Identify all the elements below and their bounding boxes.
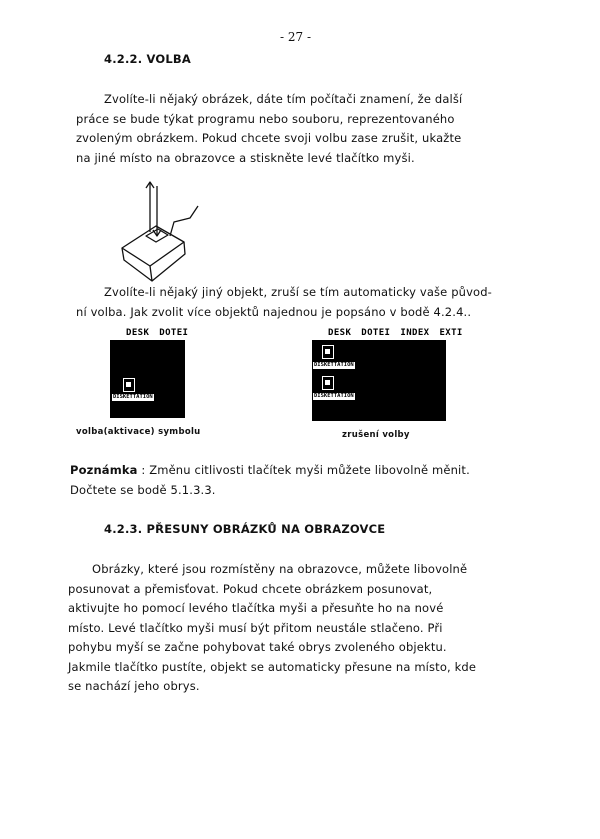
mouse-icon <box>112 178 212 290</box>
menu-desk: DESK <box>126 328 150 338</box>
menu-exti: EXTI <box>439 328 463 338</box>
text-line: Zvolíte-li nějaký jiný objekt, zruší se tím automaticky vaše původ- <box>104 285 492 299</box>
paragraph-presuny <box>68 560 528 697</box>
paragraph-volba-1 <box>76 90 528 168</box>
text-line: Zvolíte-li nějaký obrázek, dáte tím počítači znamení, že další <box>104 92 463 106</box>
text-line: Obrázky, které jsou rozmístěny na obrazovce, můžete libovolně <box>92 562 468 576</box>
note-label: Poznámka <box>70 463 138 477</box>
paragraph-volba-2 <box>76 283 538 322</box>
disk-icon <box>123 378 135 392</box>
section-heading-volba: 4.2.2. VOLBA <box>104 52 191 66</box>
right-screen <box>312 340 446 421</box>
text-line: aktivujte ho pomocí levého tlačítka myši a přesuňte ho na nové <box>68 601 444 615</box>
caption-right: zrušení volby <box>342 430 410 440</box>
note <box>70 461 540 500</box>
menu-dotei: DOTEI <box>159 328 189 338</box>
page-number: - 27 - <box>280 30 312 44</box>
menu-dotei: DOTEI <box>361 328 391 338</box>
section-heading-presuny: 4.2.3. PŘESUNY OBRÁZKŮ NA OBRAZOVCE <box>104 522 386 536</box>
left-screen-menu-bar <box>126 328 198 338</box>
menu-desk: DESK <box>328 328 352 338</box>
right-screen-menu-bar <box>328 328 473 338</box>
note-text-line2: Dočtete se bodě 5.1.3.3. <box>70 482 216 497</box>
text-line: na jiné místo na obrazovce a stiskněte levé tlačítko myši. <box>76 150 415 165</box>
text-line: ní volba. Jak zvolit více objektů najednou je popsáno v bodě 4.2.4.. <box>76 304 472 319</box>
text-line: se nachází jeho obrys. <box>68 679 200 693</box>
disk-icon <box>322 345 334 359</box>
icon-label: DISKETTATION <box>314 362 354 368</box>
text-line: Jakmile tlačítko pustíte, objekt se automaticky přesune na místo, kde <box>68 659 477 674</box>
text-line: posunovat a přemisťovat. Pokud chcete obrázkem posunovat, <box>68 581 433 596</box>
text-line: místo. Levé tlačítko myši musí být přitom neustále stlačeno. Při <box>68 620 443 635</box>
text-line: zvoleným obrázkem. Pokud chcete svoji volbu zase zrušit, ukažte <box>76 131 462 145</box>
menu-index: INDEX <box>400 328 430 338</box>
text-line: práce se bude týkat programu nebo souboru, reprezentovaného <box>76 111 455 126</box>
caption-left: volba(aktivace) symbolu <box>76 427 201 437</box>
disk-icon <box>322 376 334 390</box>
icon-label: DISKETTATION <box>113 394 153 400</box>
left-screen <box>110 340 185 418</box>
note-text: : Změnu citlivosti tlačítek myši můžete libovolně měnit. <box>141 463 470 477</box>
icon-label: DISKETTATION <box>314 393 354 399</box>
mouse-click-illustration <box>112 178 212 290</box>
text-line: pohybu myší se začne pohybovat také obrys zvoleného objektu. <box>68 640 447 654</box>
